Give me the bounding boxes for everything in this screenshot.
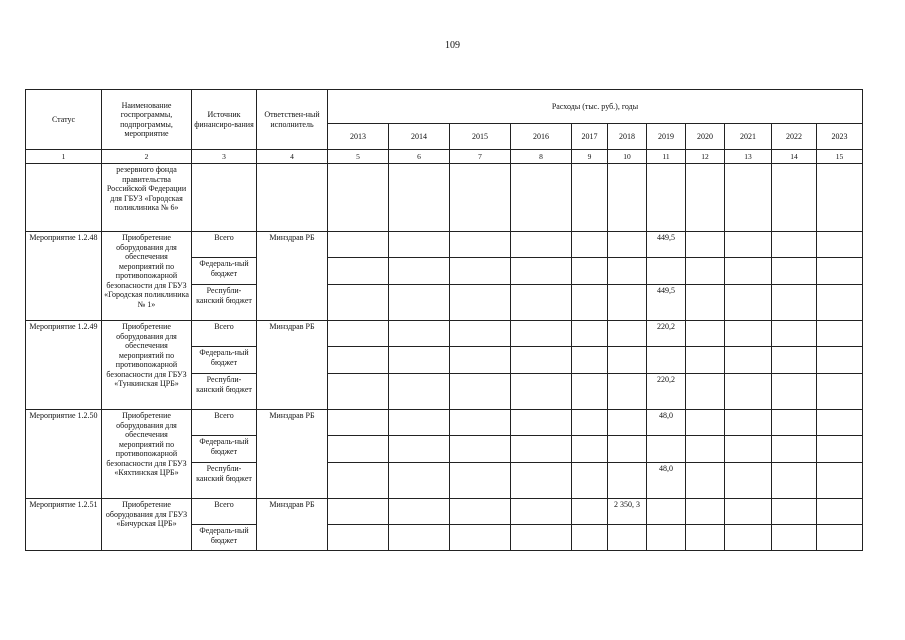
empty-cell	[725, 285, 772, 321]
funding-source: Всего	[192, 321, 257, 347]
value-2018: 2 350, 3	[608, 499, 647, 525]
header-year: 2018	[608, 124, 647, 150]
empty-cell	[328, 164, 389, 232]
empty-cell	[389, 232, 450, 258]
page-number: 109	[445, 40, 460, 51]
empty-cell	[817, 347, 863, 374]
empty-cell	[328, 347, 389, 374]
empty-cell	[450, 410, 511, 436]
empty-cell	[511, 232, 572, 258]
header-year: 2017	[572, 124, 608, 150]
header-year: 2019	[647, 124, 686, 150]
empty-cell	[389, 374, 450, 410]
funding-source: Всего	[192, 499, 257, 525]
header-source: Источник финансиро-вания	[192, 90, 257, 150]
empty-cell	[328, 463, 389, 499]
empty-cell	[572, 347, 608, 374]
value-2018	[608, 285, 647, 321]
empty-cell	[686, 285, 725, 321]
empty-cell	[725, 499, 772, 525]
empty-cell	[686, 164, 725, 232]
empty-cell	[686, 410, 725, 436]
value-2019: 48,0	[647, 463, 686, 499]
value-2019	[647, 499, 686, 525]
empty-cell	[511, 410, 572, 436]
value-2019	[647, 258, 686, 285]
empty-cell	[772, 232, 817, 258]
empty-cell	[450, 321, 511, 347]
empty-cell	[257, 164, 328, 232]
empty-cell	[511, 164, 572, 232]
funding-source: Всего	[192, 410, 257, 436]
empty-cell	[817, 410, 863, 436]
empty-cell	[817, 232, 863, 258]
empty-cell	[725, 347, 772, 374]
empty-cell	[572, 374, 608, 410]
empty-cell	[725, 463, 772, 499]
value-2018	[608, 463, 647, 499]
value-2019: 48,0	[647, 410, 686, 436]
empty-cell	[772, 499, 817, 525]
funding-source: Республи-канский бюджет	[192, 463, 257, 499]
measure-status: Мероприятие 1.2.50	[26, 410, 102, 499]
empty-cell	[817, 258, 863, 285]
empty-cell	[511, 436, 572, 463]
empty-cell	[450, 164, 511, 232]
empty-cell	[511, 321, 572, 347]
measure-status: Мероприятие 1.2.51	[26, 499, 102, 551]
value-2018	[608, 347, 647, 374]
empty-cell	[817, 463, 863, 499]
value-2018	[608, 232, 647, 258]
empty-cell	[572, 499, 608, 525]
empty-cell	[511, 258, 572, 285]
header-year: 2016	[511, 124, 572, 150]
empty-cell	[725, 321, 772, 347]
empty-cell	[772, 347, 817, 374]
empty-cell	[772, 463, 817, 499]
column-number: 11	[647, 150, 686, 164]
value-2018	[608, 410, 647, 436]
empty-cell	[450, 285, 511, 321]
column-number: 9	[572, 150, 608, 164]
empty-cell	[450, 374, 511, 410]
empty-cell	[389, 321, 450, 347]
empty-cell	[328, 258, 389, 285]
header-expenses: Расходы (тыс. руб.), годы	[328, 90, 863, 124]
empty-cell	[817, 285, 863, 321]
measure-executor: Минздрав РБ	[257, 499, 328, 551]
value-2018	[608, 321, 647, 347]
empty-cell	[647, 164, 686, 232]
measure-name: Приобретение оборудования для обеспечения мероприятий по противопожарной безопасности для ГБУЗ «Городская поликлиника № 1»	[102, 232, 192, 321]
value-2019: 220,2	[647, 321, 686, 347]
measure-executor: Минздрав РБ	[257, 410, 328, 499]
empty-cell	[772, 436, 817, 463]
empty-cell	[572, 164, 608, 232]
measure-status: Мероприятие 1.2.48	[26, 232, 102, 321]
value-2018	[608, 258, 647, 285]
column-number: 10	[608, 150, 647, 164]
empty-cell	[725, 164, 772, 232]
measure-name: Приобретение оборудования для обеспечения мероприятий по противопожарной безопасности для ГБУЗ «Кяхтинская ЦРБ»	[102, 410, 192, 499]
funding-source: Республи-канский бюджет	[192, 285, 257, 321]
empty-cell	[608, 164, 647, 232]
measure-executor: Минздрав РБ	[257, 232, 328, 321]
empty-cell	[772, 525, 817, 551]
column-number: 5	[328, 150, 389, 164]
funding-source: Федераль-ный бюджет	[192, 347, 257, 374]
header-year: 2013	[328, 124, 389, 150]
header-year: 2014	[389, 124, 450, 150]
empty-cell	[450, 232, 511, 258]
column-number: 3	[192, 150, 257, 164]
empty-cell	[772, 321, 817, 347]
empty-cell	[192, 164, 257, 232]
empty-cell	[817, 499, 863, 525]
empty-cell	[725, 374, 772, 410]
empty-cell	[772, 285, 817, 321]
column-number: 7	[450, 150, 511, 164]
empty-cell	[686, 232, 725, 258]
empty-cell	[772, 164, 817, 232]
empty-cell	[450, 463, 511, 499]
funding-source: Федераль-ный бюджет	[192, 258, 257, 285]
empty-cell	[450, 258, 511, 285]
empty-cell	[511, 347, 572, 374]
empty-cell	[328, 232, 389, 258]
header-status: Статус	[26, 90, 102, 150]
empty-cell	[389, 347, 450, 374]
empty-cell	[389, 463, 450, 499]
value-2019	[647, 525, 686, 551]
column-number: 1	[26, 150, 102, 164]
empty-cell	[686, 436, 725, 463]
empty-cell	[328, 436, 389, 463]
column-number: 2	[102, 150, 192, 164]
value-2019: 220,2	[647, 374, 686, 410]
value-2018	[608, 374, 647, 410]
budget-table	[25, 89, 863, 551]
funding-source: Всего	[192, 232, 257, 258]
table-row	[26, 321, 863, 347]
empty-cell	[725, 258, 772, 285]
header-year: 2021	[725, 124, 772, 150]
measure-name: Приобретение оборудования для обеспечения мероприятий по противопожарной безопасности для ГБУЗ «Тункинская ЦРБ»	[102, 321, 192, 410]
header-year: 2022	[772, 124, 817, 150]
empty-cell	[328, 374, 389, 410]
empty-cell	[772, 258, 817, 285]
empty-cell	[686, 525, 725, 551]
table-row	[26, 499, 863, 525]
measure-executor: Минздрав РБ	[257, 321, 328, 410]
empty-cell	[450, 436, 511, 463]
empty-cell	[389, 285, 450, 321]
empty-cell	[511, 463, 572, 499]
empty-cell	[328, 285, 389, 321]
measure-status: Мероприятие 1.2.49	[26, 321, 102, 410]
empty-cell	[725, 410, 772, 436]
value-2018	[608, 436, 647, 463]
empty-cell	[389, 436, 450, 463]
empty-cell	[817, 525, 863, 551]
column-number: 15	[817, 150, 863, 164]
column-number: 6	[389, 150, 450, 164]
empty-cell	[511, 374, 572, 410]
empty-cell	[686, 347, 725, 374]
funding-source: Федераль-ный бюджет	[192, 525, 257, 551]
empty-cell	[389, 164, 450, 232]
table-row	[26, 410, 863, 436]
empty-cell	[725, 436, 772, 463]
value-2019	[647, 436, 686, 463]
column-number: 4	[257, 150, 328, 164]
empty-cell	[772, 374, 817, 410]
header-executor: Ответствен-ный исполнитель	[257, 90, 328, 150]
value-2019	[647, 347, 686, 374]
empty-cell	[686, 463, 725, 499]
empty-cell	[686, 499, 725, 525]
empty-cell	[572, 463, 608, 499]
measure-name: Приобретение оборудования для ГБУЗ «Бичурская ЦРБ»	[102, 499, 192, 551]
header-year: 2020	[686, 124, 725, 150]
empty-cell	[26, 164, 102, 232]
empty-cell	[328, 525, 389, 551]
empty-cell	[817, 164, 863, 232]
empty-cell	[511, 525, 572, 551]
empty-cell	[572, 321, 608, 347]
value-2019: 449,5	[647, 285, 686, 321]
empty-cell	[511, 499, 572, 525]
empty-cell	[572, 232, 608, 258]
empty-cell	[450, 525, 511, 551]
empty-cell	[572, 410, 608, 436]
table-row	[26, 164, 863, 232]
empty-cell	[450, 347, 511, 374]
column-number: 8	[511, 150, 572, 164]
empty-cell	[450, 499, 511, 525]
empty-cell	[389, 258, 450, 285]
header-year: 2023	[817, 124, 863, 150]
empty-cell	[725, 232, 772, 258]
value-2018	[608, 525, 647, 551]
empty-cell	[389, 410, 450, 436]
empty-cell	[817, 374, 863, 410]
funding-source: Федераль-ный бюджет	[192, 436, 257, 463]
empty-cell	[817, 321, 863, 347]
empty-cell	[572, 525, 608, 551]
column-number: 14	[772, 150, 817, 164]
empty-cell	[328, 410, 389, 436]
empty-cell	[817, 436, 863, 463]
empty-cell	[572, 285, 608, 321]
empty-cell	[511, 285, 572, 321]
value-2019: 449,5	[647, 232, 686, 258]
table-row	[26, 232, 863, 258]
empty-cell	[389, 525, 450, 551]
empty-cell	[772, 410, 817, 436]
column-number: 12	[686, 150, 725, 164]
continuation-name: резервного фонда правительства Российской Федерации для ГБУЗ «Городская поликлиника № 6»	[102, 164, 192, 232]
empty-cell	[686, 258, 725, 285]
empty-cell	[725, 525, 772, 551]
empty-cell	[328, 499, 389, 525]
empty-cell	[572, 436, 608, 463]
funding-source: Республи-канский бюджет	[192, 374, 257, 410]
column-number: 13	[725, 150, 772, 164]
empty-cell	[686, 374, 725, 410]
empty-cell	[572, 258, 608, 285]
empty-cell	[686, 321, 725, 347]
empty-cell	[328, 321, 389, 347]
header-name: Наименование госпрограммы, подпрограммы, мероприятие	[102, 90, 192, 150]
empty-cell	[389, 499, 450, 525]
header-year: 2015	[450, 124, 511, 150]
